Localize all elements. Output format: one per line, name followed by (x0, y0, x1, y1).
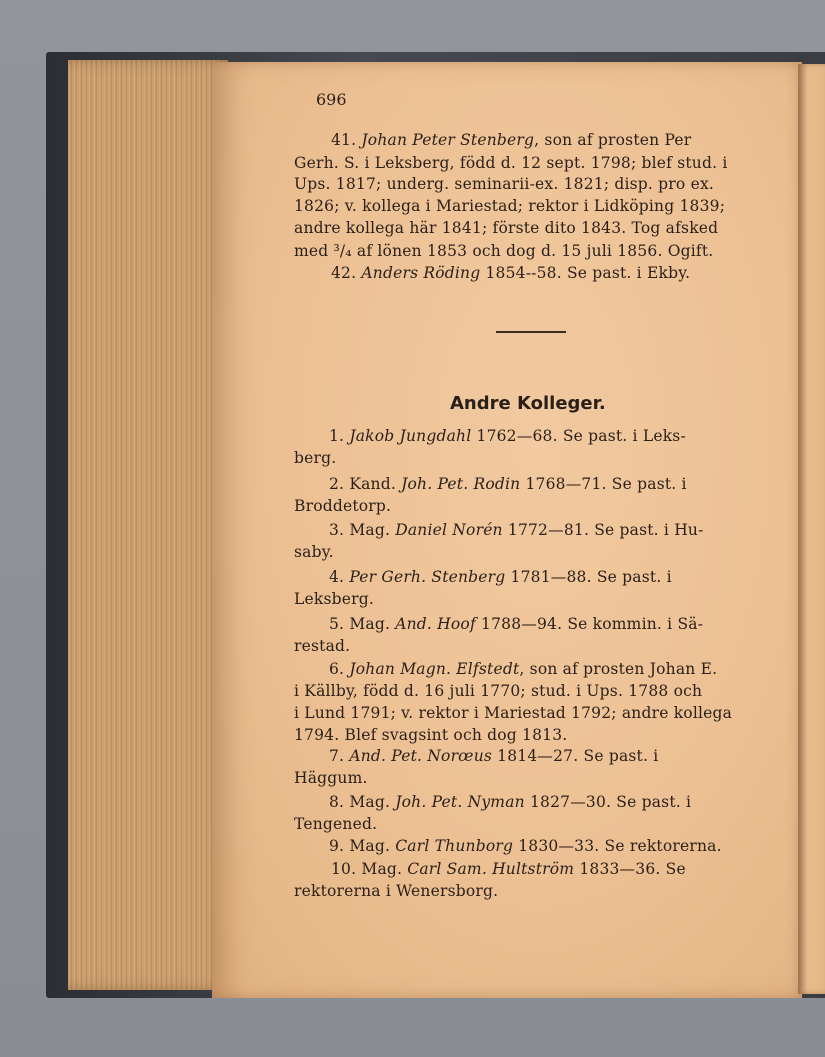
person-name: Joh. Pet. Nyman (395, 793, 525, 811)
text-segment: , son af prosten Per (534, 131, 692, 149)
text-line (329, 568, 672, 586)
page-number: 696 (316, 90, 347, 109)
text-line (329, 747, 658, 765)
text-line (329, 793, 691, 811)
person-name: Carl Thunborg (395, 837, 514, 855)
text-segment: , son af prosten Johan E. (519, 660, 718, 678)
text-segment: restad. (294, 637, 351, 655)
text-segment: 1762—68. Se past. i Leks- (471, 427, 686, 445)
text-segment: 10. Mag. (331, 860, 408, 878)
text-segment: 41. (331, 131, 362, 149)
text-segment: i Lund 1791; v. rektor i Mariestad 1792; andre kollega (294, 704, 733, 722)
text-segment: Broddetorp. (294, 497, 392, 515)
text-line (294, 726, 567, 744)
text-line (331, 264, 690, 282)
text-segment: 1781—88. Se past. i (505, 568, 672, 586)
person-name: Joh. Pet. Rodin (401, 475, 521, 493)
text-line (329, 615, 703, 633)
text-segment: med ³/₄ af lönen 1853 och dog d. 15 juli 1856. Ogift. (294, 242, 714, 260)
text-segment: Tengened. (294, 815, 378, 833)
text-segment: 42. (331, 264, 362, 282)
person-name: And. Pet. Norœus (349, 747, 493, 765)
section-divider (496, 331, 566, 333)
text-segment: berg. (294, 449, 337, 467)
person-name: Johan Peter Stenberg (361, 131, 535, 149)
text-segment: andre kollega här 1841; förste dito 1843. Tog afsked (294, 219, 719, 237)
text-segment: 2. Kand. (329, 475, 402, 493)
text-segment: 1833—36. Se (574, 860, 686, 878)
text-segment: 1794. Blef svagsint och dog 1813. (294, 726, 568, 744)
text-line (331, 860, 686, 878)
text-line (329, 660, 717, 678)
text-segment: 6. (329, 660, 350, 678)
text-line (294, 449, 336, 467)
text-segment: 8. Mag. (329, 793, 396, 811)
text-line (294, 815, 377, 833)
text-line (331, 131, 691, 149)
next-page-edge (798, 64, 825, 994)
text-segment: 1826; v. kollega i Mariestad; rektor i Lidköping 1839; (294, 197, 726, 215)
text-segment: 3. Mag. (329, 521, 396, 539)
text-segment: Gerh. S. i Leksberg, född d. 12 sept. 1798; blef stud. i (294, 154, 728, 172)
person-name: Johan Magn. Elfstedt (349, 660, 520, 678)
text-segment: 1827—30. Se past. i (524, 793, 692, 811)
text-line (294, 637, 350, 655)
text-segment: 4. (329, 568, 350, 586)
text-line (294, 769, 368, 787)
text-line (294, 175, 714, 193)
text-line (294, 197, 725, 215)
text-line (294, 154, 728, 172)
text-line (294, 497, 391, 515)
text-line (329, 837, 722, 855)
person-name: Jakob Jungdahl (349, 427, 472, 445)
text-line (294, 543, 334, 561)
text-segment: 1830—33. Se rektorerna. (513, 837, 722, 855)
section-heading: Andre Kolleger. (450, 393, 606, 414)
text-segment: i Källby, född d. 16 juli 1770; stud. i Ups. 1788 och (294, 682, 703, 700)
text-segment: 7. (329, 747, 350, 765)
text-segment: 9. Mag. (329, 837, 396, 855)
page-stack-edge (68, 60, 228, 990)
person-name: Daniel Norén (395, 521, 503, 539)
text-segment: 5. Mag. (329, 615, 396, 633)
text-segment: 1. (329, 427, 350, 445)
text-line (294, 590, 374, 608)
text-line (329, 475, 687, 493)
person-name: And. Hoof (395, 615, 476, 633)
text-line (294, 242, 713, 260)
text-segment: Ups. 1817; underg. seminarii-ex. 1821; disp. pro ex. (294, 175, 715, 193)
text-line (329, 521, 704, 539)
text-line (294, 219, 718, 237)
text-segment: rektorerna i Wenersborg. (294, 882, 499, 900)
person-name: Per Gerh. Stenberg (349, 568, 506, 586)
person-name: Anders Röding (361, 264, 481, 282)
text-line (294, 704, 732, 722)
text-segment: Leksberg. (294, 590, 374, 608)
text-segment: Häggum. (294, 769, 368, 787)
text-segment: 1854--58. Se past. i Ekby. (480, 264, 691, 282)
text-line (294, 682, 702, 700)
person-name: Carl Sam. Hultström (407, 860, 575, 878)
text-segment: 1788—94. Se kommin. i Sä- (475, 615, 704, 633)
text-segment: 1772—81. Se past. i Hu- (502, 521, 704, 539)
text-segment: saby. (294, 543, 334, 561)
text-segment: 1814—27. Se past. i (492, 747, 659, 765)
text-line (329, 427, 686, 445)
text-segment: 1768—71. Se past. i (520, 475, 687, 493)
text-line (294, 882, 498, 900)
